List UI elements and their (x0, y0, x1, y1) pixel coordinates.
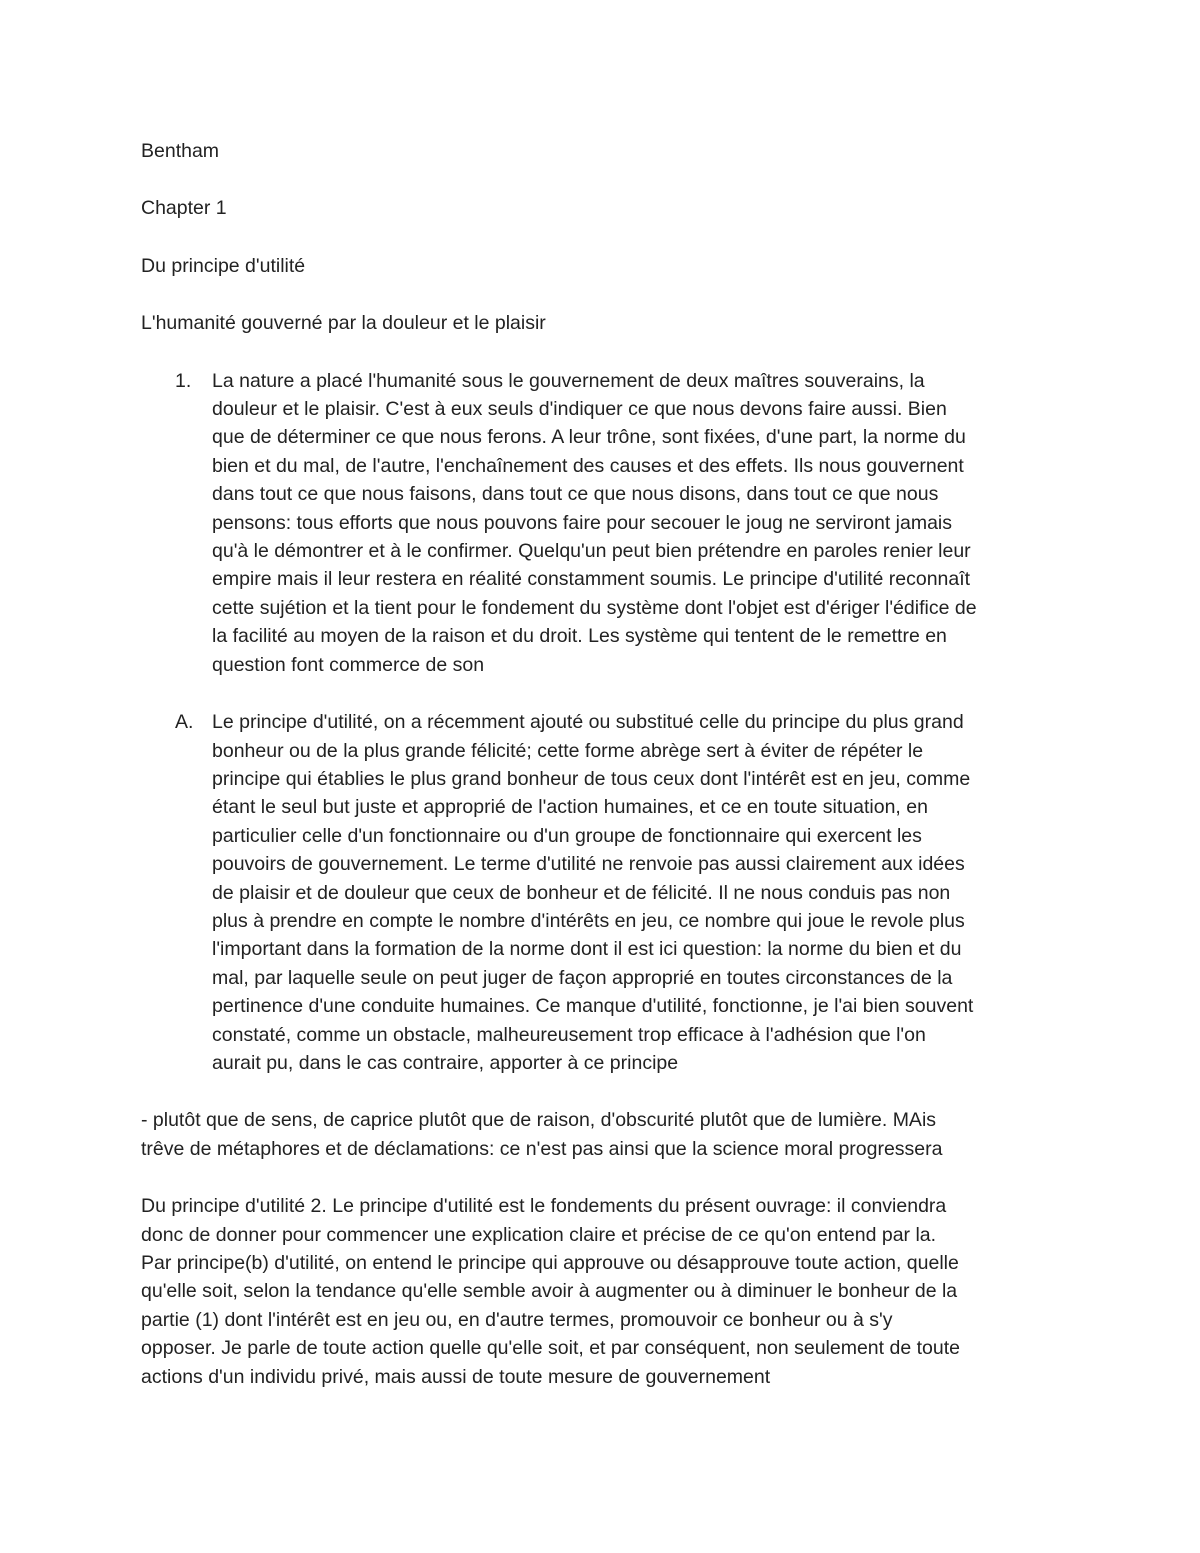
text-line: la facilité au moyen de la raison et du droit. Les système qui tentent de le remettre en (212, 625, 947, 648)
paragraph-section-2 (141, 1192, 1059, 1391)
text-line: bonheur ou de la plus grande félicité; cette forme abrège sert à éviter de répéter le (212, 739, 924, 762)
text-line: Par principe(b) d'utilité, on entend le principe qui approuve ou désapprouve toute action, quelle (141, 1252, 959, 1274)
text-line: pouvoirs de gouvernement. Le terme d'utilité ne renvoie pas aussi clairement aux idées (212, 853, 965, 876)
spacer (141, 223, 1059, 252)
section-title: Du principe d'utilité (141, 254, 306, 277)
text-line: l'important dans la formation de la norme dont il est ici question: la norme du bien et du (212, 938, 962, 961)
text-line: donc de donner pour commencer une explication claire et précise de ce qu'on entend par la. (141, 1223, 937, 1246)
text-line: étant le seul but juste et approprié de l'action humaines, et ce en toute situation, en (212, 796, 928, 819)
text-line: actions d'un individu privé, mais aussi de toute mesure de gouvernement (141, 1365, 771, 1388)
text-line: dans tout ce que nous faisons, dans tout ce que nous disons, dans tout ce que nous (212, 483, 939, 506)
author-heading: Bentham (141, 140, 220, 162)
text-line: particulier celle d'un fonctionnaire ou d'un groupe de fonctionnaire qui exercent les (212, 824, 922, 847)
chapter-heading: Chapter 1 (141, 197, 227, 220)
text-line: principe qui établies le plus grand bonheur de tous ceux dont l'intérêt est en jeu, comme (212, 767, 971, 790)
text-line: pertinence d'une conduite humaines. Ce manque d'utilité, fonctionne, je l'ai bien souvent (212, 995, 974, 1018)
list-marker: 1. (175, 369, 192, 392)
spacer (141, 165, 1059, 194)
text-line: pensons: tous efforts que nous pouvons faire pour secouer le joug ne serviront jamais (212, 511, 953, 534)
text-line: trêve de métaphores et de déclamations: ce n'est pas ainsi que la science moral progressera (141, 1137, 943, 1160)
document-page (141, 137, 1059, 1391)
text-line: Le principe d'utilité, on a récemment ajouté ou substitué celle du principe du plus grand (212, 711, 964, 734)
text-line: qu'elle soit, selon la tendance qu'elle semble avoir à augmenter ou à diminuer le bonheur de la (141, 1280, 958, 1303)
paragraph-fragment (141, 1106, 1059, 1163)
list-item-text (212, 708, 1059, 1077)
text-line: douleur et le plaisir. C'est à eux seuls d'indiquer ce que nous devons faire aussi. Bien (212, 398, 947, 421)
spacer (141, 1077, 1059, 1106)
text-line: Du principe d'utilité 2. Le principe d'utilité est le fondements du présent ouvrage: il conviendra (141, 1195, 947, 1218)
text-line: que de déterminer ce que nous ferons. A leur trône, sont fixées, d'une part, la norme du (212, 426, 966, 449)
list-item-text (212, 367, 1059, 679)
text-line: - plutôt que de sens, de caprice plutôt que de raison, d'obscurité plutôt que de lumière. MAis (141, 1109, 937, 1132)
text-line: opposer. Je parle de toute action quelle qu'elle soit, et par conséquent, non seulement de toute (141, 1337, 960, 1360)
text-line: cette sujétion et la tient pour le fondement du système dont l'objet est d'ériger l'édifice de (212, 596, 977, 619)
text-line: La nature a placé l'humanité sous le gouvernement de deux maîtres souverains, la (212, 369, 925, 392)
section-subtitle: L'humanité gouverné par la douleur et le plaisir (141, 312, 546, 335)
spacer (141, 679, 1059, 708)
text-line: constaté, comme un obstacle, malheureusement trop efficace à l'adhésion que l'on (212, 1023, 926, 1046)
spacer (141, 1163, 1059, 1192)
text-line: empire mais il leur restera en réalité constamment soumis. Le principe d'utilité reconnaît (212, 568, 971, 591)
text-line: qu'à le démontrer et à le confirmer. Quelqu'un peut bien prétendre en paroles renier leur (212, 540, 971, 563)
text-line: aurait pu, dans le cas contraire, apporter à ce principe (212, 1051, 679, 1074)
spacer (141, 280, 1059, 309)
text-line: bien et du mal, de l'autre, l'enchaînement des causes et des effets. Ils nous gouvernent (212, 454, 964, 477)
text-line: partie (1) dont l'intérêt est en jeu ou, en d'autre termes, promouvoir ce bonheur ou à s'y (141, 1308, 893, 1331)
text-line: de plaisir et de douleur que ceux de bonheur et de félicité. Il ne nous conduis pas non (212, 881, 951, 904)
list-item-a (141, 708, 1059, 1077)
text-line: plus à prendre en compte le nombre d'intérêts en jeu, ce nombre qui joue le revole plus (212, 909, 965, 932)
spacer (141, 338, 1059, 367)
list-marker: A. (175, 711, 194, 734)
text-line: question font commerce de son (212, 653, 485, 676)
list-item-1 (141, 367, 1059, 679)
text-line: mal, par laquelle seule on peut juger de façon approprié en toutes circonstances de la (212, 966, 953, 989)
